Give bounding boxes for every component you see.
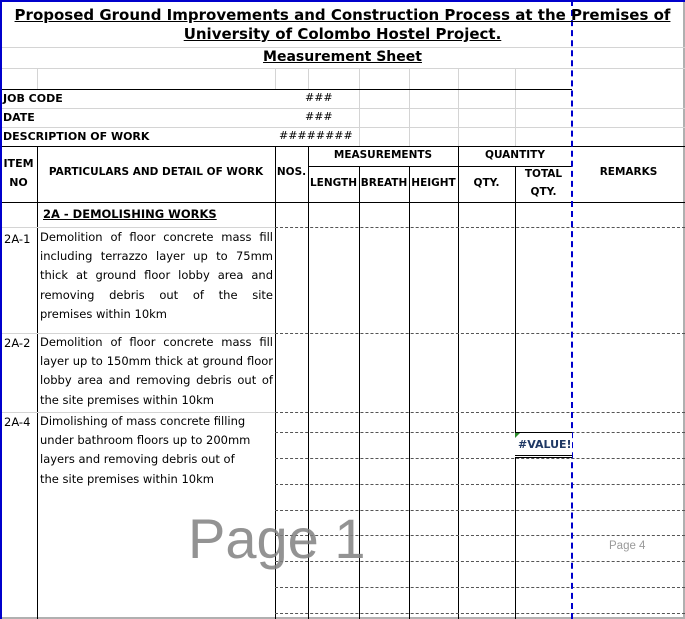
cell-border	[0, 202, 685, 203]
cell-border	[275, 587, 685, 588]
header-nos: NOS.	[276, 166, 307, 178]
gridline	[308, 68, 309, 89]
cell-border	[515, 166, 516, 619]
header-total-qty-1: TOTAL	[524, 168, 563, 180]
header-measurements: MEASUREMENTS	[333, 149, 433, 161]
page-break-left	[0, 0, 2, 619]
item-no: 2A-1	[4, 232, 31, 246]
header-remarks: REMARKS	[599, 166, 658, 178]
page-watermark: Page 1	[188, 507, 366, 570]
cell-border	[275, 432, 685, 433]
cell-border	[275, 458, 685, 459]
gridline	[359, 68, 360, 146]
item-description: Demolition of floor concrete mass fill including terrazzo layer up to 75mm thick at ground floor lobby area and removing debris out of the site premises within 10km	[40, 230, 273, 321]
description-value[interactable]: ########	[279, 129, 353, 142]
item-no: 2A-2	[4, 336, 31, 350]
gridline	[0, 47, 685, 48]
gridline	[37, 68, 38, 89]
header-length: LENGTH	[309, 177, 358, 189]
cell-border	[275, 412, 685, 413]
cell-border	[275, 227, 685, 228]
description-label: DESCRIPTION OF WORK	[3, 130, 150, 143]
header-total-qty-2: QTY.	[530, 186, 557, 198]
total-qty-cell[interactable]	[515, 432, 572, 458]
cell-border	[37, 146, 38, 619]
header-particulars: PARTICULARS AND DETAIL OF WORK	[48, 166, 264, 178]
section-heading: 2A - DEMOLISHING WORKS	[43, 207, 217, 221]
job-code-value[interactable]: ###	[305, 91, 333, 104]
gridline	[0, 108, 685, 109]
sheet-subtitle: Measurement Sheet	[263, 49, 422, 65]
cell-border	[275, 613, 685, 614]
title-line-2: University of Colombo Hostel Project.	[183, 25, 502, 43]
date-value[interactable]: ###	[305, 110, 333, 123]
gridline	[409, 68, 410, 146]
cell-border	[458, 146, 459, 619]
item-description: Dimolishing of mass concrete filling under bathroom floors up to 200mm layers and removing debris out of the site premises within 10km	[40, 414, 251, 486]
cell-border	[0, 146, 685, 147]
header-no: NO	[9, 176, 28, 189]
header-height: HEIGHT	[411, 177, 456, 189]
gridline	[0, 68, 685, 69]
error-value: #VALUE!	[518, 438, 572, 451]
cell-border	[275, 484, 685, 485]
page-label-right: Page 4	[609, 540, 646, 552]
gridline	[515, 68, 516, 146]
item-description: Demolition of floor concrete mass fill layer up to 150mm thick at ground floor lobby area and removing debris out of the site premises within 10km	[40, 335, 273, 407]
page-break-top	[0, 0, 685, 2]
job-code-label: JOB CODE	[3, 92, 63, 105]
cell-border	[275, 333, 685, 334]
item-no: 2A-4	[4, 415, 31, 429]
page-break-vertical[interactable]	[571, 0, 573, 619]
header-item: ITEM	[3, 157, 34, 170]
date-label: DATE	[3, 111, 35, 124]
cell-border	[409, 166, 410, 619]
cell-border	[0, 89, 572, 90]
header-breath: BREATH	[360, 177, 408, 189]
title-line-1: Proposed Ground Improvements and Construction Process at the Premises of	[14, 6, 671, 24]
gridline	[458, 68, 459, 146]
header-quantity: QUANTITY	[485, 149, 545, 161]
cell-border	[308, 166, 572, 167]
header-qty: QTY.	[473, 177, 500, 189]
gridline	[275, 68, 276, 89]
gridline	[0, 127, 685, 128]
